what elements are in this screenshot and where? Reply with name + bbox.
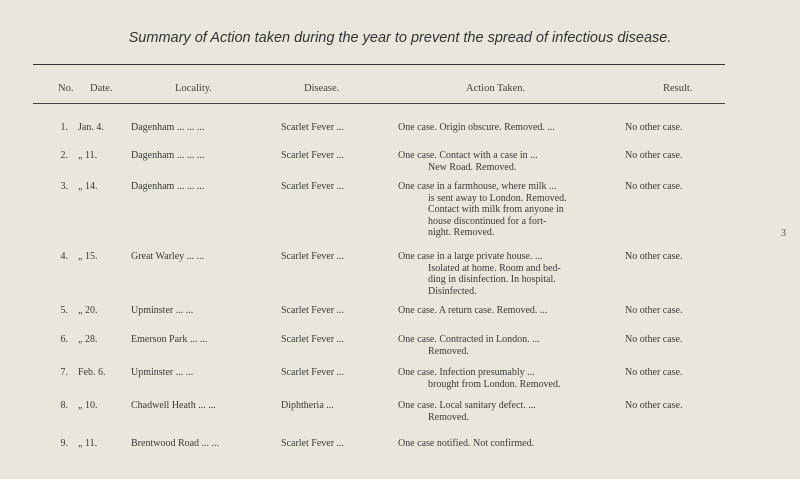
row-disease: Scarlet Fever ... — [281, 150, 345, 161]
header-action: Action Taken. — [466, 83, 526, 94]
header-top-rule — [33, 64, 725, 65]
row-action-line: One case. A return case. Removed. ... — [398, 305, 548, 316]
row-action — [398, 438, 618, 450]
row-number: 1. — [60, 122, 68, 133]
row-action — [398, 334, 618, 357]
row-number: 3. — [60, 181, 68, 192]
row-locality: Dagenham ... ... ... — [131, 181, 205, 192]
row-disease: Scarlet Fever ... — [281, 305, 345, 316]
row-action-line: One case. Contact with a case in ... — [398, 150, 538, 161]
row-action-line: Disinfected. — [428, 285, 477, 297]
header-date: Date. — [90, 83, 113, 94]
row-result: No other case. — [625, 400, 683, 411]
row-action-line: One case. Local sanitary defect. ... — [398, 400, 536, 411]
row-action-line: One case. Infection presumably ... — [398, 367, 535, 378]
row-number: 5. — [60, 305, 68, 316]
row-date: „ 11. — [78, 438, 98, 449]
margin-page-mark: 3 — [781, 228, 786, 239]
row-action-line: night. Removed. — [428, 227, 495, 238]
row-date: „ 15. — [78, 251, 98, 262]
row-result: No other case. — [625, 334, 683, 345]
row-locality: Upminster ... ... — [131, 305, 194, 316]
row-result: No other case. — [625, 305, 683, 316]
row-action-line: Removed. — [428, 345, 469, 357]
row-action-line: ding in disinfection. In hospital. — [428, 274, 556, 285]
row-date: „ 11. — [78, 150, 98, 161]
page-title: Summary of Action taken during the year to prevent the spread of infectious disease. — [128, 30, 672, 46]
row-action-line: One case in a farmhouse, where milk ... — [398, 181, 557, 192]
row-disease: Scarlet Fever ... — [281, 438, 345, 449]
row-action-line: One case. Origin obscure. Removed. ... — [398, 122, 555, 133]
header-disease: Disease. — [304, 83, 340, 94]
row-action-line: is sent away to London. Removed. — [428, 192, 567, 204]
row-locality: Dagenham ... ... ... — [131, 122, 205, 133]
row-action-line: house discontinued for a fort- — [428, 215, 547, 227]
row-result: No other case. — [625, 122, 683, 133]
row-date: „ 20. — [78, 305, 98, 316]
row-disease: Diphtheria ... — [281, 400, 334, 411]
row-number: 8. — [60, 400, 68, 411]
row-result: No other case. — [625, 367, 683, 378]
row-action-line: One case. Contracted in London. ... — [398, 334, 540, 345]
row-date: „ 14. — [78, 181, 98, 192]
row-locality: Brentwood Road ... ... — [131, 438, 220, 449]
row-action-line: Contact with milk from anyone in — [428, 204, 564, 215]
row-number: 9. — [60, 438, 68, 449]
row-locality: Emerson Park ... ... — [131, 334, 208, 345]
row-date: Jan. 4. — [78, 122, 104, 133]
row-disease: Scarlet Fever ... — [281, 334, 345, 345]
row-action — [398, 122, 618, 134]
row-number: 4. — [60, 251, 68, 262]
row-date: „ 10. — [78, 400, 98, 411]
row-date: Feb. 6. — [78, 367, 106, 378]
row-action-line: brought from London. Removed. — [428, 378, 561, 390]
header-locality: Locality. — [175, 83, 212, 94]
row-action-line: New Road. Removed. — [428, 161, 517, 173]
row-result: No other case. — [625, 181, 683, 192]
row-action — [398, 150, 618, 173]
row-result: No other case. — [625, 251, 683, 262]
row-action — [398, 181, 618, 239]
row-locality: Upminster ... ... — [131, 367, 194, 378]
row-disease: Scarlet Fever ... — [281, 122, 345, 133]
row-action — [398, 305, 618, 317]
row-result: No other case. — [625, 150, 683, 161]
row-number: 6. — [60, 334, 68, 345]
header-no: No. — [58, 83, 74, 94]
row-action — [398, 367, 618, 390]
row-action-line: One case notified. Not confirmed. — [398, 438, 535, 449]
row-disease: Scarlet Fever ... — [281, 367, 345, 378]
row-action — [398, 400, 618, 423]
row-number: 7. — [60, 367, 68, 378]
row-action-line: Removed. — [428, 411, 469, 423]
row-locality: Great Warley ... ... — [131, 251, 205, 262]
row-date: „ 28. — [78, 334, 98, 345]
row-number: 2. — [60, 150, 68, 161]
header-bottom-rule — [33, 103, 725, 104]
header-result: Result. — [663, 83, 693, 94]
row-action — [398, 251, 618, 297]
row-locality: Chadwell Heath ... ... — [131, 400, 216, 411]
row-disease: Scarlet Fever ... — [281, 181, 345, 192]
row-disease: Scarlet Fever ... — [281, 251, 345, 262]
row-locality: Dagenham ... ... ... — [131, 150, 205, 161]
row-action-line: Isolated at home. Room and bed- — [428, 262, 561, 274]
row-action-line: One case in a large private house. ... — [398, 251, 543, 262]
